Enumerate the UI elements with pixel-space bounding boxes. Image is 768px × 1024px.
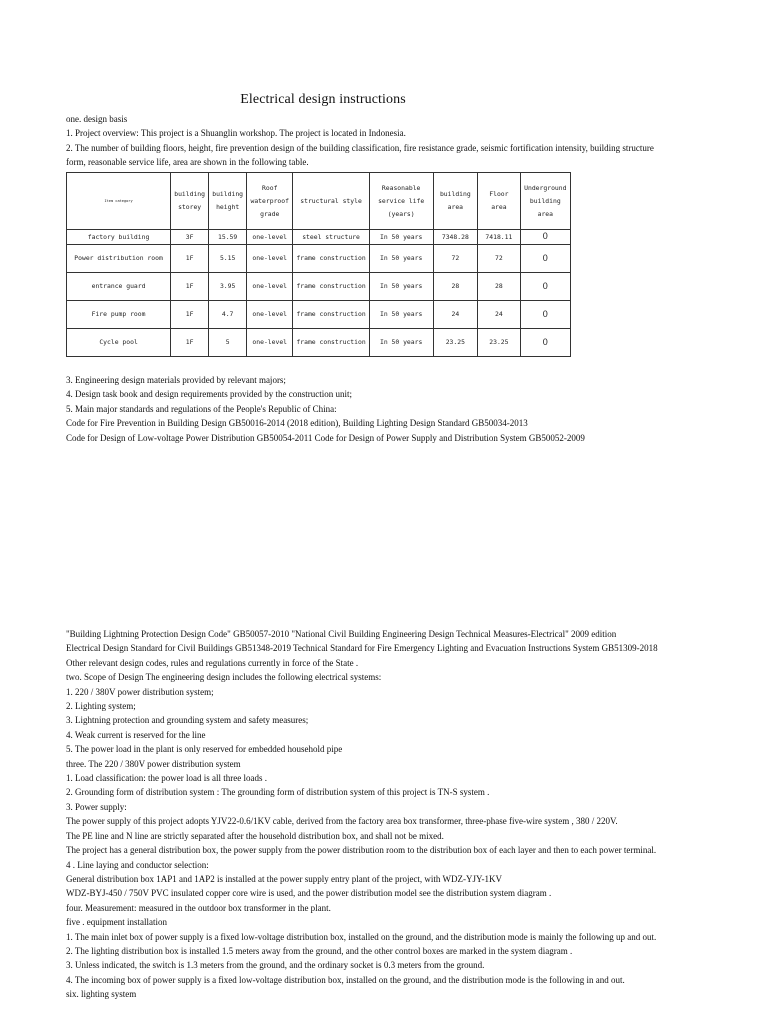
table-cell xyxy=(520,245,570,273)
table-cell: 5 xyxy=(209,329,247,357)
body-line: WDZ-BYJ-450 / 750V PVC insulated copper core wire is used, and the power distribution model see the distribution system diagram . xyxy=(66,889,552,900)
table-cell: 4.7 xyxy=(209,301,247,329)
table-cell: 23.25 xyxy=(478,329,520,357)
body-line: 5. Main major standards and regulations of the People's Republic of China: xyxy=(66,404,337,415)
document-title: Electrical design instructions xyxy=(240,92,406,107)
table-cell: 1F xyxy=(171,329,209,357)
table-cell: In 50 years xyxy=(369,329,433,357)
table-cell: 28 xyxy=(478,273,520,301)
body-line: 1. Load classification: the power load is all three loads . xyxy=(66,774,267,785)
table-cell: one-level xyxy=(247,273,293,301)
intro-line: 2. The number of building floors, height, fire prevention design of the building classification, fire resistance grade, seismic fortification intensity, building structure xyxy=(66,143,654,154)
table-cell-value: 0 xyxy=(542,231,548,241)
body-line: three. The 220 / 380V power distribution system xyxy=(66,759,241,770)
table-cell: entrance guard xyxy=(67,273,171,301)
table-cell: Power distribution room xyxy=(67,245,171,273)
body-line: The project has a general distribution box, the power supply from the power distribution room to the distribution box of each layer and then to each power terminal. xyxy=(66,846,657,857)
header-service-life: Reasonable service life (years) xyxy=(369,173,433,230)
table-cell: 7348.28 xyxy=(433,230,478,245)
table-header-row xyxy=(67,173,571,230)
table-cell xyxy=(520,230,570,245)
table-cell-value: 0 xyxy=(542,308,548,319)
header-item-category: Item category xyxy=(67,173,171,230)
body-line: 4. The incoming box of power supply is a fixed low-voltage distribution box, installed on the ground, and the distribution mode is the following in and out. xyxy=(66,975,625,986)
header-building-area: building area xyxy=(433,173,478,230)
table-cell: frame construction xyxy=(293,329,369,357)
building-spec-table xyxy=(66,172,571,357)
body-line: 4. Design task book and design requirements provided by the construction unit; xyxy=(66,390,352,401)
body-line: 3. Unless indicated, the switch is 1.3 meters from the ground, and the ordinary socket is 0.3 meters from the ground. xyxy=(66,961,485,972)
table-cell: 3.95 xyxy=(209,273,247,301)
table-cell: 1F xyxy=(171,273,209,301)
table-cell: 1F xyxy=(171,245,209,273)
table-cell: frame construction xyxy=(293,273,369,301)
table-cell-value: 0 xyxy=(542,280,548,291)
table-row xyxy=(67,245,571,273)
intro-line: one. design basis xyxy=(66,115,128,125)
header-roof-waterproof-grade: Roof waterproof grade xyxy=(247,173,293,230)
table-row xyxy=(67,301,571,329)
table-row xyxy=(67,329,571,357)
table-cell: one-level xyxy=(247,329,293,357)
body-line: General distribution box 1AP1 and 1AP2 is installed at the power supply entry plant of the project, with WDZ-YJY-1KV xyxy=(66,874,503,885)
table-cell: 72 xyxy=(433,245,478,273)
body-line: 4 . Line laying and conductor selection: xyxy=(66,860,209,871)
body-line: 2. The lighting distribution box is installed 1.5 meters away from the ground, and the other control boxes are marked in the system diagram . xyxy=(66,946,573,957)
table-cell-value: 0 xyxy=(542,336,548,347)
body-line: 1. 220 / 380V power distribution system; xyxy=(66,687,214,698)
body-line: 2. Lighting system; xyxy=(66,702,136,713)
body-line: 3. Engineering design materials provided by relevant majors; xyxy=(66,376,286,386)
body-line: 1. The main inlet box of power supply is a fixed low-voltage distribution box, installed on the ground, and the distribution mode is mainly the following up and out. xyxy=(66,932,657,943)
table-cell: In 50 years xyxy=(369,230,433,245)
table-cell: one-level xyxy=(247,230,293,245)
table-cell: In 50 years xyxy=(369,245,433,273)
table-cell: Fire pump room xyxy=(67,301,171,329)
table-cell: 5.15 xyxy=(209,245,247,273)
table-cell: 3F xyxy=(171,230,209,245)
table-cell: one-level xyxy=(247,245,293,273)
standards-block xyxy=(66,374,716,446)
table-cell: factory building xyxy=(67,230,171,245)
table-cell: 15.59 xyxy=(209,230,247,245)
table-cell: In 50 years xyxy=(369,301,433,329)
body-line: five . equipment installation xyxy=(66,918,167,929)
body-line: Other relevant design codes, rules and regulations currently in force of the State . xyxy=(66,658,359,669)
table-cell: Cycle pool xyxy=(67,329,171,357)
table-cell xyxy=(520,329,570,357)
body-line: The PE line and N line are strictly separated after the household distribution box, and shall not be mixed. xyxy=(66,831,444,842)
body-line: Code for Design of Low-voltage Power Distribution GB50054-2011 Code for Design of Power Supply and Distribution System GB50052-2009 xyxy=(66,433,585,444)
table-row xyxy=(67,230,571,245)
header-underground-area: Underground building area xyxy=(520,173,570,230)
table-cell: frame construction xyxy=(293,245,369,273)
table-cell: 24 xyxy=(478,301,520,329)
body-line: 2. Grounding form of distribution system : The grounding form of distribution system of this project is TN-S system . xyxy=(66,788,490,799)
header-structural-style: structural style xyxy=(293,173,369,230)
body-line: Electrical Design Standard for Civil Buildings GB51348-2019 Technical Standard for Fire Emergency Lighting and Evacuation Instructions System GB51309-2018 xyxy=(66,644,658,655)
table-cell: 28 xyxy=(433,273,478,301)
table-cell xyxy=(520,301,570,329)
body-line: 5. The power load in the plant is only reserved for embedded household pipe xyxy=(66,745,343,756)
body-line: two. Scope of Design The engineering design includes the following electrical systems: xyxy=(66,673,382,684)
body-line: 3. Power supply: xyxy=(66,802,127,813)
table-cell: frame construction xyxy=(293,301,369,329)
body-line: Code for Fire Prevention in Building Design GB50016-2014 (2018 edition), Building Lighting Design Standard GB50034-2013 xyxy=(66,419,528,430)
body-line: four. Measurement: measured in the outdoor box transformer in the plant. xyxy=(66,903,331,914)
intro-line: 1. Project overview: This project is a Shuanglin workshop. The project is located in Indonesia. xyxy=(66,129,406,140)
body-line: six. lighting system xyxy=(66,990,137,1001)
table-cell: 23.25 xyxy=(433,329,478,357)
table-cell: 24 xyxy=(433,301,478,329)
header-building-storey: building storey xyxy=(171,173,209,230)
table-row xyxy=(67,273,571,301)
table-cell: 7418.11 xyxy=(478,230,520,245)
intro-block xyxy=(66,113,716,171)
body-line: The power supply of this project adopts YJV22-0.6/1KV cable, derived from the factory area box transformer, three-phase five-wire system , 380 / 220V. xyxy=(66,817,618,828)
table-cell: steel structure xyxy=(293,230,369,245)
table-cell xyxy=(520,273,570,301)
body-line: 3. Lightning protection and grounding system and safety measures; xyxy=(66,716,309,727)
table-cell: 1F xyxy=(171,301,209,329)
header-floor-area: Floor area xyxy=(478,173,520,230)
design-scope-block xyxy=(66,628,716,1003)
table-cell-value: 0 xyxy=(542,252,548,263)
table-cell: 72 xyxy=(478,245,520,273)
intro-line: form, reasonable service life, area are shown in the following table. xyxy=(66,158,309,169)
body-line: "Building Lightning Protection Design Code" GB50057-2010 "National Civil Building Engineering Design Technical Measures-Electrical" 2009 edition xyxy=(66,630,617,640)
table-cell: one-level xyxy=(247,301,293,329)
table-cell: In 50 years xyxy=(369,273,433,301)
header-building-height: building height xyxy=(209,173,247,230)
body-line: 4. Weak current is reserved for the line xyxy=(66,730,206,741)
